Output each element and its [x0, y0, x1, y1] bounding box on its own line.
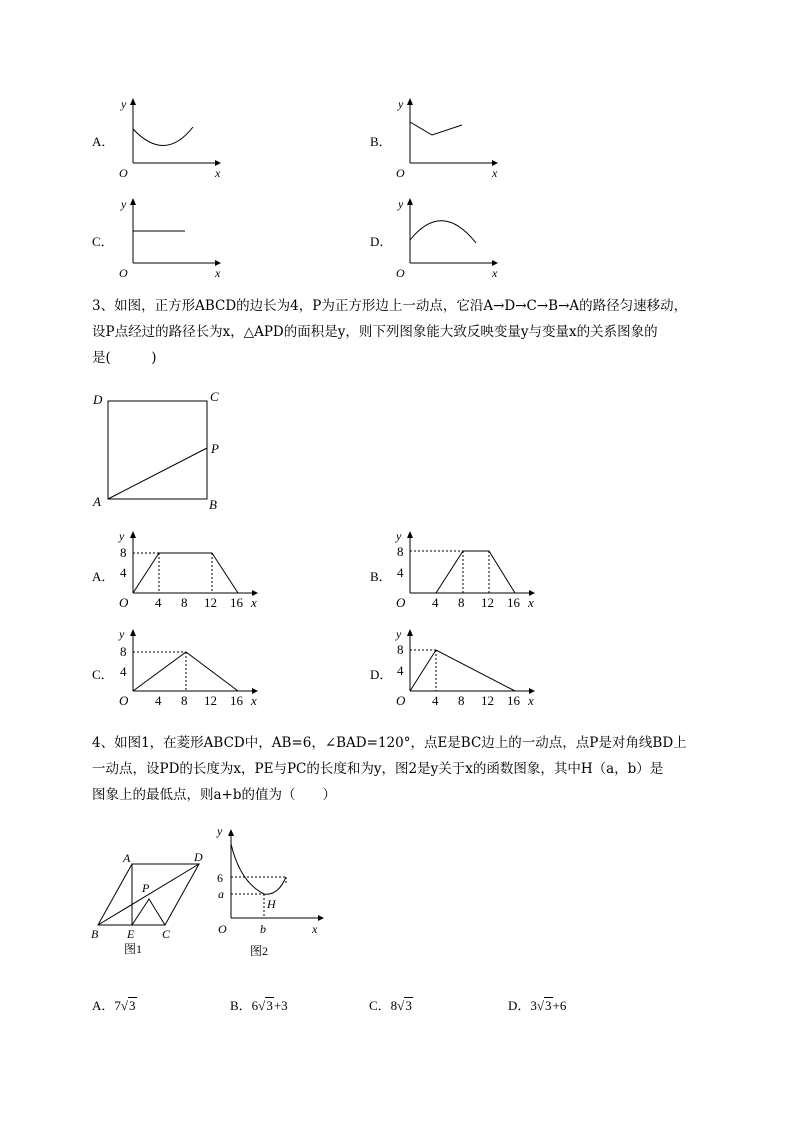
tick-x-12: 12	[204, 595, 217, 610]
q3-option-a-label[interactable]: A．	[92, 569, 115, 584]
q4-rhombus-figure	[88, 845, 218, 960]
tick-x-4: 4	[155, 595, 162, 610]
origin-label: O	[396, 693, 406, 708]
tick-x-4: 4	[432, 693, 439, 708]
radicand: 3	[129, 998, 136, 1013]
tick-x-16: 16	[230, 693, 243, 708]
origin-label: O	[218, 922, 227, 936]
q3-option-c-label[interactable]: C．	[92, 667, 114, 682]
tick-b: b	[260, 922, 266, 936]
axis-y-label: y	[217, 824, 223, 838]
origin-label: O	[119, 266, 128, 280]
origin-label: O	[119, 693, 129, 708]
axis-y-label: y	[119, 627, 125, 641]
coefficient: 8	[390, 998, 398, 1013]
axis-x-label: x	[215, 166, 221, 180]
q4-function-graph	[210, 822, 335, 962]
axis-x-label: x	[251, 595, 257, 610]
q3-option-d-label[interactable]: D．	[370, 667, 393, 682]
point-p-label: P	[211, 441, 219, 456]
axis-x-label: x	[492, 166, 498, 180]
option-label: A．	[92, 998, 115, 1013]
option-label: D．	[508, 998, 531, 1013]
radicand: 3	[405, 998, 412, 1013]
origin-label: O	[396, 266, 405, 280]
vertex-c-label: C	[162, 927, 171, 941]
q3-square-figure	[88, 388, 228, 513]
vertex-d-label: D	[93, 392, 103, 407]
origin-label: O	[396, 166, 405, 180]
q4-option-b[interactable]: B．6√3+3	[230, 998, 288, 1013]
vertex-b-label: B	[209, 497, 217, 512]
axis-y-label: y	[398, 197, 404, 211]
tick-x-12: 12	[204, 693, 217, 708]
tick-x-4: 4	[155, 693, 162, 708]
tick-8: 8	[397, 544, 404, 559]
q4-option-c[interactable]: C．8√3	[369, 998, 412, 1013]
vertex-d-label: D	[194, 850, 203, 864]
tick-x-16: 16	[507, 595, 520, 610]
origin-label: O	[119, 595, 129, 610]
q4-option-d[interactable]: D．3√3+6	[508, 998, 567, 1013]
tick-x-16: 16	[507, 693, 520, 708]
vertex-a-label: A	[93, 494, 101, 509]
q3-line-1: 3、如图，正方形ABCD的边长为4，P为正方形边上一动点，它沿A→D→C→B→A的路径匀速移动，	[92, 298, 688, 314]
tick-8: 8	[120, 545, 127, 560]
axis-x-label: x	[492, 266, 498, 280]
tick-8: 8	[120, 644, 127, 659]
axis-y-label: y	[121, 197, 127, 211]
q3-line-2: 设P点经过的路径长为x，△APD的面积是y，则下列图象能大致反映变量y与变量x的关系图象的	[92, 324, 658, 340]
q2-graph-b	[392, 95, 502, 180]
q4-line-1: 4、如图1，在菱形ABCD中，AB=6，∠BAD=120°，点E是BC边上的一动点，点P是对角线BD上	[92, 735, 687, 751]
origin-label: O	[119, 166, 128, 180]
addend: +3	[273, 998, 288, 1013]
q3-graph-a	[110, 528, 270, 613]
q2-option-c-label[interactable]: C．	[92, 234, 114, 249]
q3-graph-d	[387, 626, 547, 711]
tick-6: 6	[217, 871, 223, 885]
q2-graph-a	[115, 95, 225, 180]
vertex-b-label: B	[91, 927, 99, 941]
figure-2-caption: 图2	[250, 944, 269, 958]
q2-option-a-label[interactable]: A．	[92, 134, 115, 149]
q2-option-b-label[interactable]: B．	[370, 134, 392, 149]
tick-x-8: 8	[181, 595, 188, 610]
coefficient: 3	[530, 998, 537, 1013]
addend: +6	[552, 998, 567, 1013]
axis-y-label: y	[396, 529, 402, 543]
origin-label: O	[396, 595, 406, 610]
coefficient: 7	[114, 998, 121, 1013]
tick-x-12: 12	[481, 693, 494, 708]
point-h-label: H	[267, 897, 276, 911]
tick-x-8: 8	[181, 693, 188, 708]
q4-line-2: 一动点，设PD的长度为x，PE与PC的长度和为y，图2是y关于x的函数图象，其中H（a，b）是	[92, 761, 664, 777]
tick-x-8: 8	[458, 693, 465, 708]
q2-graph-d	[392, 195, 502, 280]
axis-x-label: x	[312, 922, 318, 936]
axis-x-label: x	[215, 266, 221, 280]
q3-graph-b	[387, 528, 547, 613]
figure-1-caption: 图1	[124, 942, 143, 956]
tick-x-8: 8	[458, 595, 465, 610]
option-label: C．	[369, 998, 391, 1013]
point-e-label: E	[127, 927, 135, 941]
q2-option-d-label[interactable]: D．	[370, 234, 393, 249]
q4-text	[92, 730, 732, 808]
axis-y-label: y	[121, 97, 127, 111]
tick-4: 4	[120, 664, 127, 679]
axis-y-label: y	[119, 529, 125, 543]
tick-4: 4	[397, 663, 404, 678]
tick-4: 4	[397, 565, 404, 580]
tick-x-12: 12	[481, 595, 494, 610]
axis-x-label: x	[251, 693, 257, 708]
tick-8: 8	[397, 642, 404, 657]
tick-x-4: 4	[432, 595, 439, 610]
q4-line-3: 图象上的最低点，则a+b的值为（ ）	[92, 787, 337, 803]
tick-a: a	[218, 887, 224, 901]
radicand: 3	[266, 998, 273, 1013]
axis-y-label: y	[396, 627, 402, 641]
axis-y-label: y	[398, 97, 404, 111]
q3-option-b-label[interactable]: B．	[370, 569, 392, 584]
tick-x-16: 16	[230, 595, 243, 610]
axis-x-label: x	[528, 595, 534, 610]
option-label: B．	[230, 998, 252, 1013]
tick-4: 4	[120, 565, 127, 580]
axis-x-label: x	[528, 693, 534, 708]
q3-line-3: 是( )	[92, 350, 157, 366]
radicand: 3	[545, 998, 552, 1013]
vertex-a-label: A	[123, 851, 131, 865]
q2-graph-c	[115, 195, 225, 280]
coefficient: 6	[251, 998, 259, 1013]
q3-graph-c	[110, 626, 270, 711]
q3-text	[92, 293, 732, 371]
point-p-label: P	[142, 881, 150, 895]
q4-option-a[interactable]: A．7√3	[92, 998, 136, 1013]
vertex-c-label: C	[210, 389, 219, 404]
